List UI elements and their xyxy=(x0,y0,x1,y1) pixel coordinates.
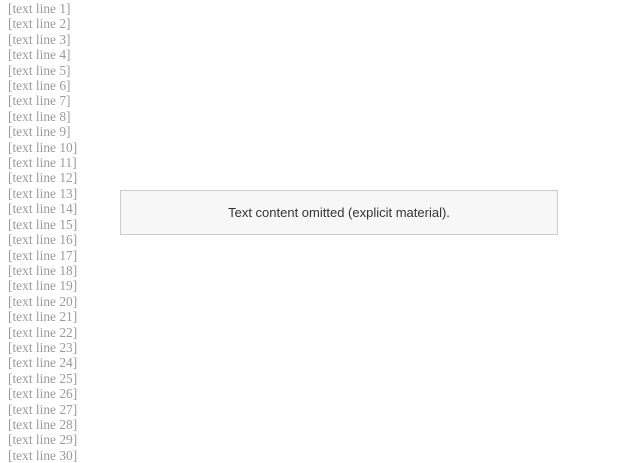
text-line: [text line 7] xyxy=(8,93,71,109)
text-line: [text line 21] xyxy=(8,309,78,325)
text-line: [text line 17] xyxy=(8,247,78,263)
text-line: [text line 12] xyxy=(8,170,78,186)
text-line: [text line 2] xyxy=(8,16,71,32)
text-line: [text line 10] xyxy=(8,139,78,155)
content-omitted-notice: Text content omitted (explicit material). xyxy=(120,190,558,235)
text-line: [text line 15] xyxy=(8,216,78,232)
text-line: [text line 26] xyxy=(8,386,78,402)
text-line: [text line 8] xyxy=(8,108,71,124)
text-line: [text line 3] xyxy=(8,31,71,47)
text-line: [text line 16] xyxy=(8,232,78,248)
text-line: [text line 30] xyxy=(8,447,78,463)
text-line: [text line 22] xyxy=(8,324,78,340)
text-line: [text line 19] xyxy=(8,278,78,294)
text-line: [text line 13] xyxy=(8,185,78,201)
text-line: [text line 6] xyxy=(8,78,71,94)
text-line: [text line 28] xyxy=(8,416,78,432)
text-line: [text line 25] xyxy=(8,370,78,386)
text-line: [text line 4] xyxy=(8,47,71,63)
text-line: [text line 27] xyxy=(8,401,78,417)
text-line: [text line 23] xyxy=(8,339,78,355)
text-line: [text line 29] xyxy=(8,432,78,448)
text-line: [text line 14] xyxy=(8,201,78,217)
text-line: [text line 18] xyxy=(8,262,78,278)
text-line: [text line 9] xyxy=(8,124,71,140)
text-line: [text line 5] xyxy=(8,62,71,78)
text-line: [text line 20] xyxy=(8,293,78,309)
text-line: [text line 1] xyxy=(8,1,71,16)
text-line: [text line 11] xyxy=(8,155,77,171)
text-line: [text line 24] xyxy=(8,355,78,371)
